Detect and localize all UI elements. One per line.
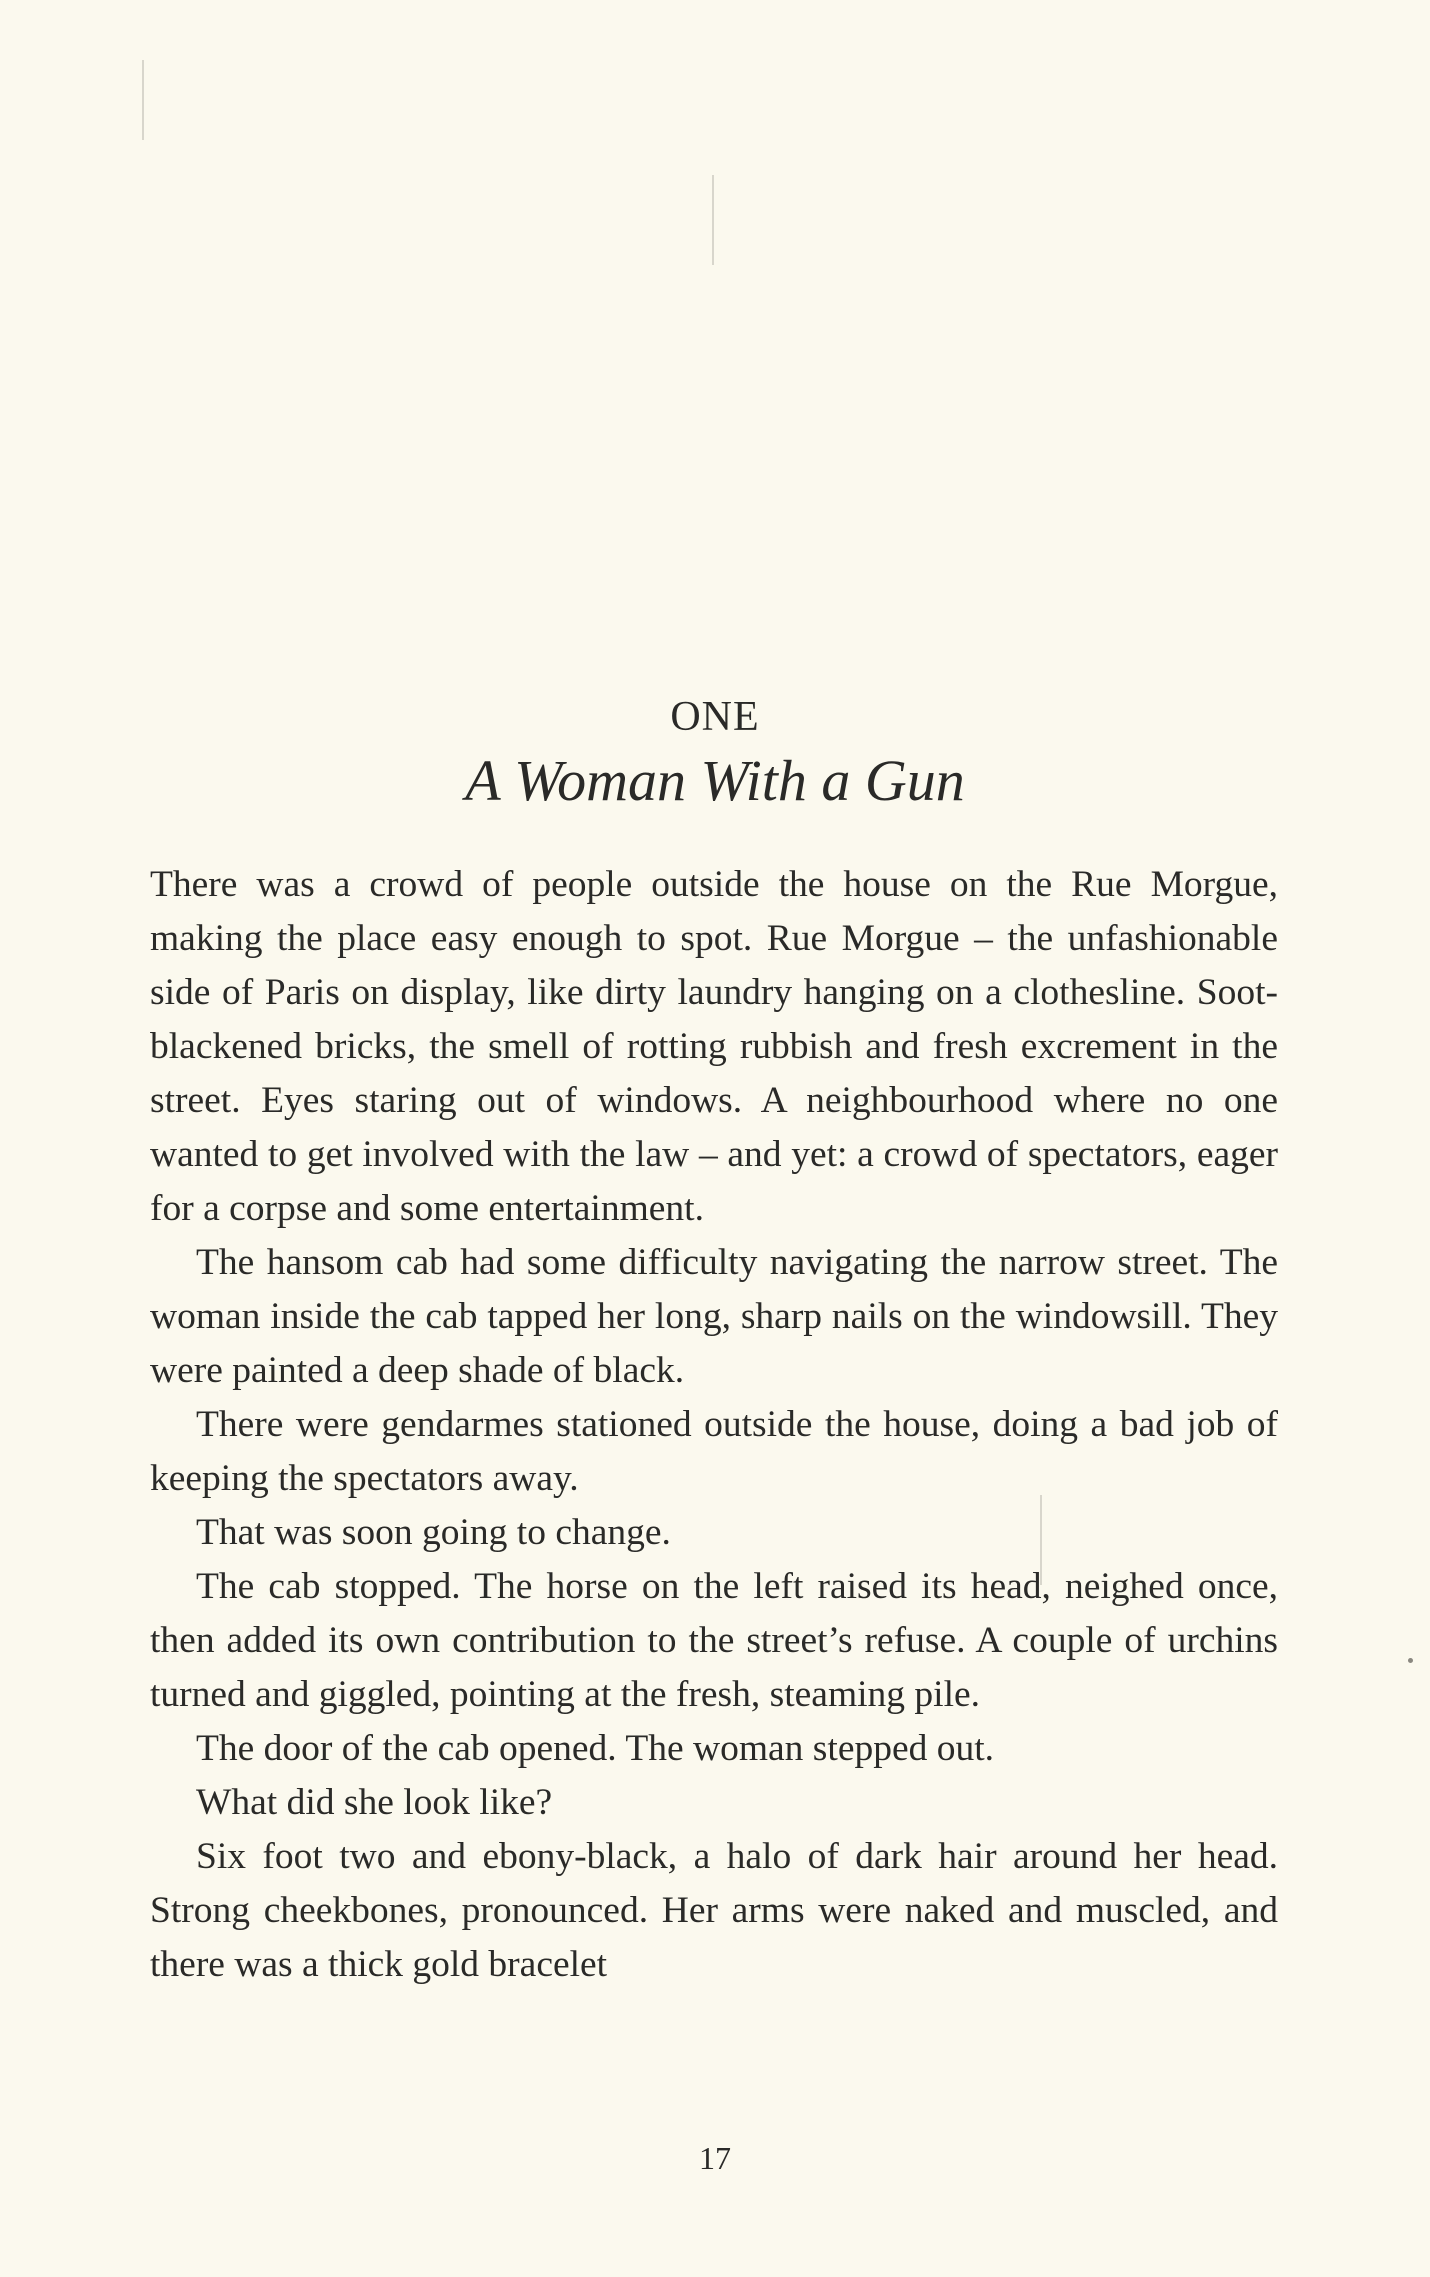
paragraph: What did she look like?	[196, 1782, 553, 1823]
page-number: 17	[699, 2140, 731, 2176]
scan-artifact	[712, 175, 714, 265]
scan-artifact	[142, 60, 144, 140]
paragraph: Six foot two and ebony-black, a halo of dark hair around her head. Strong cheekbones, pronounced. Her arms were naked and muscled, and there was a thick gold bracelet	[150, 1836, 1278, 1985]
paragraph: The cab stopped. The horse on the left raised its head, neighed once, then added its own contribution to the street’s refuse. A couple of urchins turned and giggled, pointing at the fresh, steaming pile.	[150, 1566, 1278, 1715]
chapter-body	[150, 858, 1278, 1992]
paragraph: There were gendarmes stationed outside the house, doing a bad job of keeping the spectators away.	[150, 1404, 1278, 1499]
chapter-title: A Woman With a Gun	[465, 748, 965, 813]
paragraph: The hansom cab had some difficulty navigating the narrow street. The woman inside the cab tapped her long, sharp nails on the windowsill. They were painted a deep shade of black.	[150, 1242, 1278, 1391]
chapter-number: ONE	[670, 694, 760, 740]
paragraph: The door of the cab opened. The woman stepped out.	[196, 1728, 995, 1769]
paragraph: There was a crowd of people outside the house on the Rue Morgue, making the place easy enough to spot. Rue Morgue – the unfashionable side of Paris on display, like dirty laundry hanging on a clothesline. Soot-blackened bricks, the smell of rotting rubbish and fresh excrement in the street. Eyes staring out of windows. A neighbourhood where no one wanted to get involved with the law – and yet: a crowd of spectators, eager for a corpse and some entertainment.	[150, 864, 1278, 1229]
scan-artifact	[1408, 1658, 1413, 1663]
paragraph: That was soon going to change.	[196, 1512, 671, 1553]
